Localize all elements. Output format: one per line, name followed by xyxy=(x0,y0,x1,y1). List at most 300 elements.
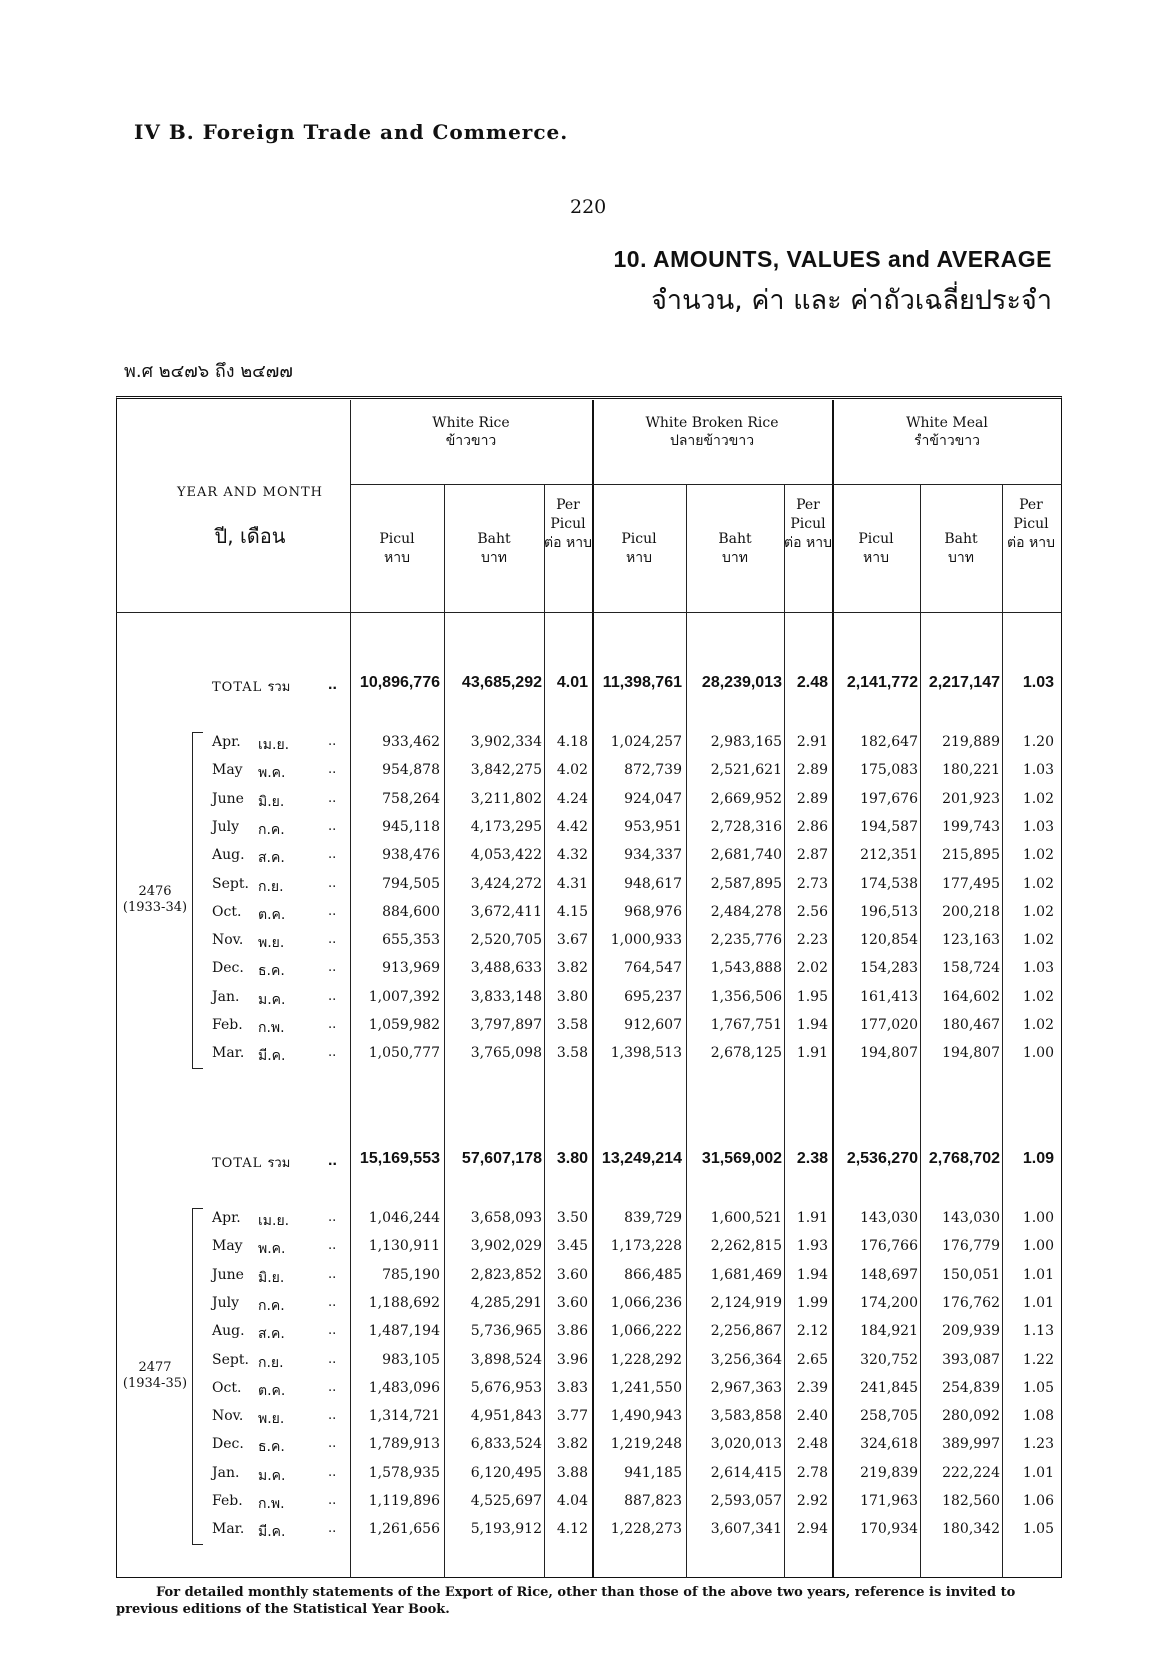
month-th: มี.ค. xyxy=(258,1048,286,1065)
data-cell: 1,130,911 xyxy=(368,1238,440,1255)
data-cell: 1,314,721 xyxy=(368,1408,440,1425)
data-cell: 4,285,291 xyxy=(470,1294,542,1311)
data-cell: 1.02 xyxy=(1022,903,1054,920)
month-en: Oct. xyxy=(212,1379,242,1396)
month-th: ต.ค. xyxy=(258,906,286,923)
data-cell: 164,602 xyxy=(942,988,1000,1005)
data-cell: 393,087 xyxy=(942,1351,1000,1368)
data-cell: 2.87 xyxy=(796,847,828,864)
total-value: 4.01 xyxy=(556,674,588,691)
month-en: Mar. xyxy=(212,1521,245,1538)
data-cell: 2,823,852 xyxy=(470,1266,542,1283)
data-cell: 1.06 xyxy=(1022,1493,1054,1509)
data-cell: 2.23 xyxy=(796,932,828,949)
data-cell: 241,845 xyxy=(860,1379,918,1396)
data-cell: 2.73 xyxy=(796,875,828,892)
data-cell: 389,997 xyxy=(942,1436,1000,1453)
data-cell: 1,000,933 xyxy=(610,932,682,949)
month-en: Dec. xyxy=(212,960,244,977)
data-cell: 3,833,148 xyxy=(470,988,542,1005)
table-row xyxy=(0,956,1174,984)
table-row xyxy=(0,1291,1174,1319)
data-cell: 954,878 xyxy=(382,762,440,779)
data-cell: 1.20 xyxy=(1022,734,1054,750)
data-cell: 2,669,952 xyxy=(710,790,782,807)
group-header-white-meal: White Meal รำข้าวขาว xyxy=(906,415,988,449)
month-en: Apr. xyxy=(212,734,241,750)
table-row xyxy=(0,1461,1174,1489)
leader-dots: .. xyxy=(328,1238,337,1254)
month-th: เม.ย. xyxy=(258,1213,290,1229)
data-cell: 655,353 xyxy=(382,932,440,949)
data-cell: 1,046,244 xyxy=(368,1210,440,1226)
month-en: Nov. xyxy=(212,1408,244,1425)
month-th: ส.ค. xyxy=(258,850,285,867)
data-cell: 5,676,953 xyxy=(470,1379,542,1396)
table-row xyxy=(0,730,1174,758)
month-th: ก.ย. xyxy=(258,878,284,895)
data-cell: 4,951,843 xyxy=(470,1408,542,1425)
data-cell: 2,967,363 xyxy=(710,1379,782,1396)
data-cell: 1.02 xyxy=(1022,932,1054,949)
data-cell: 2,235,776 xyxy=(710,932,782,949)
data-cell: 2.65 xyxy=(796,1351,828,1368)
data-cell: 1.05 xyxy=(1022,1379,1054,1396)
section-heading: IV B. Foreign Trade and Commerce. xyxy=(134,120,569,144)
leader-dots: .. xyxy=(328,1408,337,1424)
data-cell: 3,797,897 xyxy=(470,1017,542,1033)
leader-dots: .. xyxy=(328,988,337,1004)
data-cell: 1.94 xyxy=(796,1266,828,1283)
month-en: Oct. xyxy=(212,903,242,920)
data-cell: 3,256,364 xyxy=(710,1351,782,1368)
month-en: Apr. xyxy=(212,1210,241,1226)
data-cell: 143,030 xyxy=(942,1210,1000,1226)
data-cell: 785,190 xyxy=(382,1266,440,1283)
data-cell: 938,476 xyxy=(382,847,440,864)
month-en: Nov. xyxy=(212,932,244,949)
month-th: ส.ค. xyxy=(258,1326,285,1343)
data-cell: 1,490,943 xyxy=(610,1408,682,1425)
data-cell: 3,658,093 xyxy=(470,1210,542,1226)
data-cell: 148,697 xyxy=(860,1266,918,1283)
month-en: Dec. xyxy=(212,1436,244,1453)
month-th: ม.ค. xyxy=(258,1467,286,1484)
data-cell: 1,066,222 xyxy=(610,1323,682,1340)
leader-dots: .. xyxy=(328,932,337,948)
data-cell: 983,105 xyxy=(382,1351,440,1368)
data-cell: 177,020 xyxy=(860,1017,918,1033)
month-en: July xyxy=(212,818,240,835)
data-cell: 3,842,275 xyxy=(470,762,542,779)
data-cell: 161,413 xyxy=(860,988,918,1005)
year-ad: (1934-35) xyxy=(122,1375,188,1391)
col-header-baht: Baht บาท xyxy=(944,531,978,566)
data-cell: 174,538 xyxy=(860,875,918,892)
data-cell: 3.82 xyxy=(556,1436,588,1453)
leader-dots: .. xyxy=(328,903,337,919)
data-cell: 197,676 xyxy=(860,790,918,807)
month-th: ต.ค. xyxy=(258,1382,286,1399)
leader-dots: .. xyxy=(328,818,337,834)
col-header-baht: Baht บาท xyxy=(477,531,511,566)
data-cell: 196,513 xyxy=(860,903,918,920)
data-cell: 1.03 xyxy=(1022,762,1054,779)
table-row xyxy=(0,843,1174,871)
data-cell: 3,211,802 xyxy=(470,790,542,807)
leader-dots: .. xyxy=(328,762,337,778)
data-cell: 2,124,919 xyxy=(710,1294,782,1311)
header-rule xyxy=(350,484,1062,485)
leader-dots: .. xyxy=(328,1294,337,1310)
data-cell: 4.12 xyxy=(556,1521,588,1538)
table-row xyxy=(0,928,1174,956)
data-cell: 176,766 xyxy=(860,1238,918,1255)
data-cell: 2.91 xyxy=(796,734,828,750)
data-cell: 182,560 xyxy=(942,1493,1000,1509)
data-cell: 194,807 xyxy=(942,1045,1000,1062)
data-cell: 4,053,422 xyxy=(470,847,542,864)
col-header-picul: Picul หาบ xyxy=(621,531,657,566)
data-cell: 3,898,524 xyxy=(470,1351,542,1368)
data-cell: 1.94 xyxy=(796,1017,828,1033)
data-cell: 4,525,697 xyxy=(470,1493,542,1509)
data-cell: 2,593,057 xyxy=(710,1493,782,1509)
data-cell: 1.00 xyxy=(1022,1210,1054,1226)
table-row xyxy=(0,1489,1174,1517)
month-en: May xyxy=(212,762,243,779)
table-row xyxy=(0,1013,1174,1041)
table-row xyxy=(0,1404,1174,1432)
data-cell: 1,066,236 xyxy=(610,1294,682,1311)
month-th: ก.ค. xyxy=(258,821,285,838)
month-th: มิ.ย. xyxy=(258,1269,285,1286)
data-cell: 3,607,341 xyxy=(710,1521,782,1538)
data-cell: 2.89 xyxy=(796,790,828,807)
total-value: 13,249,214 xyxy=(601,1150,682,1167)
month-en: Mar. xyxy=(212,1045,245,1062)
data-cell: 1.00 xyxy=(1022,1045,1054,1062)
data-cell: 764,547 xyxy=(624,960,682,977)
data-cell: 174,200 xyxy=(860,1294,918,1311)
data-cell: 199,743 xyxy=(942,818,1000,835)
data-cell: 3.80 xyxy=(556,988,588,1005)
leader-dots: .. xyxy=(328,875,337,891)
data-cell: 158,724 xyxy=(942,960,1000,977)
data-cell: 2.48 xyxy=(796,1436,828,1453)
data-cell: 2.02 xyxy=(796,960,828,977)
month-th: พ.ค. xyxy=(258,765,286,782)
footnote: For detailed monthly statements of the Export of Rice, other than those of the above two years, reference is invited to previous editions of the Statistical Year Book. xyxy=(116,1585,1016,1617)
data-cell: 2.39 xyxy=(796,1379,828,1396)
month-th: พ.ค. xyxy=(258,1241,286,1258)
data-cell: 913,969 xyxy=(382,960,440,977)
data-cell: 2,614,415 xyxy=(710,1464,782,1481)
data-cell: 176,779 xyxy=(942,1238,1000,1255)
data-cell: 194,807 xyxy=(860,1045,918,1062)
data-cell: 143,030 xyxy=(860,1210,918,1226)
data-cell: 3.83 xyxy=(556,1379,588,1396)
data-cell: 120,854 xyxy=(860,932,918,949)
table-row xyxy=(0,1263,1174,1291)
total-value: 2,217,147 xyxy=(928,674,1000,691)
table-row xyxy=(0,1319,1174,1347)
data-cell: 123,163 xyxy=(942,932,1000,949)
data-cell: 215,895 xyxy=(942,847,1000,864)
data-cell: 3.60 xyxy=(556,1294,588,1311)
year-range-thai: พ.ศ ๒๔๗๖ ถึง ๒๔๗๗ xyxy=(124,361,293,382)
total-value: 2,536,270 xyxy=(846,1150,918,1167)
total-value: 57,607,178 xyxy=(461,1150,542,1167)
data-cell: 1,241,550 xyxy=(610,1379,682,1396)
data-cell: 2,520,705 xyxy=(470,932,542,949)
data-cell: 194,587 xyxy=(860,818,918,835)
leader-dots: .. xyxy=(328,1323,337,1339)
data-cell: 4.15 xyxy=(556,903,588,920)
total-value: 2.38 xyxy=(796,1150,828,1167)
total-value: 43,685,292 xyxy=(461,674,542,691)
data-cell: 1,767,751 xyxy=(710,1017,782,1033)
leader-dots: .. xyxy=(328,790,337,806)
data-cell: 1.95 xyxy=(796,988,828,1005)
table-row xyxy=(0,787,1174,815)
data-cell: 1,600,521 xyxy=(710,1210,782,1226)
data-cell: 1.23 xyxy=(1022,1436,1054,1453)
data-cell: 1,228,273 xyxy=(610,1521,682,1538)
col-header-picul: Picul หาบ xyxy=(379,531,415,566)
month-th: ก.ค. xyxy=(258,1297,285,1314)
data-cell: 1,543,888 xyxy=(710,960,782,977)
data-cell: 184,921 xyxy=(860,1323,918,1340)
month-th: เม.ย. xyxy=(258,737,290,753)
data-cell: 6,120,495 xyxy=(470,1464,542,1481)
leader-dots: .. xyxy=(328,1493,337,1508)
data-cell: 948,617 xyxy=(624,875,682,892)
leader-dots: .. xyxy=(328,1017,337,1032)
data-cell: 3,020,013 xyxy=(710,1436,782,1453)
data-cell: 2,256,867 xyxy=(710,1323,782,1340)
data-cell: 1,578,935 xyxy=(368,1464,440,1481)
data-cell: 1,681,469 xyxy=(710,1266,782,1283)
data-cell: 2.86 xyxy=(796,818,828,835)
table-row xyxy=(0,1432,1174,1460)
data-cell: 3,902,334 xyxy=(470,734,542,750)
data-cell: 1.02 xyxy=(1022,988,1054,1005)
month-en: Sept. xyxy=(212,1351,249,1368)
data-cell: 1,219,248 xyxy=(610,1436,682,1453)
data-cell: 1,024,257 xyxy=(610,734,682,750)
data-cell: 2,521,621 xyxy=(710,762,782,779)
data-cell: 1,356,506 xyxy=(710,988,782,1005)
data-cell: 258,705 xyxy=(860,1408,918,1425)
leader-dots: .. xyxy=(328,676,337,693)
total-value: 10,896,776 xyxy=(359,674,440,691)
year-be: 2476 xyxy=(138,883,172,899)
year-label xyxy=(118,1360,192,1392)
data-cell: 2,678,125 xyxy=(710,1045,782,1062)
table-row xyxy=(0,1234,1174,1262)
data-cell: 4,173,295 xyxy=(470,818,542,835)
month-en: Feb. xyxy=(212,1493,243,1509)
data-cell: 4.02 xyxy=(556,762,588,779)
month-th: ม.ค. xyxy=(258,991,286,1008)
data-cell: 2,983,165 xyxy=(710,734,782,750)
data-cell: 839,729 xyxy=(624,1210,682,1226)
total-row xyxy=(0,672,1174,700)
data-cell: 3.88 xyxy=(556,1464,588,1481)
data-cell: 3.58 xyxy=(556,1045,588,1062)
data-cell: 1.03 xyxy=(1022,960,1054,977)
page-number: 220 xyxy=(570,196,607,218)
data-cell: 924,047 xyxy=(624,790,682,807)
data-cell: 1.99 xyxy=(796,1294,828,1311)
data-cell: 1.01 xyxy=(1022,1464,1054,1481)
data-cell: 1.03 xyxy=(1022,818,1054,835)
data-cell: 3.77 xyxy=(556,1408,588,1425)
leader-dots: .. xyxy=(328,1379,337,1395)
data-cell: 2.92 xyxy=(796,1493,828,1509)
month-en: Aug. xyxy=(212,847,245,864)
data-cell: 209,939 xyxy=(942,1323,1000,1340)
data-cell: 1,050,777 xyxy=(368,1045,440,1062)
total-value: 15,169,553 xyxy=(359,1150,440,1167)
data-cell: 3.86 xyxy=(556,1323,588,1340)
month-en: Jan. xyxy=(212,1464,240,1481)
year-ad: (1933-34) xyxy=(122,899,188,915)
data-cell: 2,681,740 xyxy=(710,847,782,864)
data-cell: 3.58 xyxy=(556,1017,588,1033)
data-cell: 3.45 xyxy=(556,1238,588,1255)
data-cell: 1.08 xyxy=(1022,1408,1054,1425)
data-cell: 2.89 xyxy=(796,762,828,779)
total-label xyxy=(212,676,290,697)
data-cell: 3.50 xyxy=(556,1210,588,1226)
month-en: Feb. xyxy=(212,1017,243,1033)
data-cell: 953,951 xyxy=(624,818,682,835)
data-cell: 176,762 xyxy=(942,1294,1000,1311)
month-en: July xyxy=(212,1294,240,1311)
data-cell: 887,823 xyxy=(624,1493,682,1509)
data-cell: 1.01 xyxy=(1022,1266,1054,1283)
data-cell: 177,495 xyxy=(942,875,1000,892)
data-cell: 758,264 xyxy=(382,790,440,807)
total-value: 2,141,772 xyxy=(846,674,918,691)
data-cell: 1.02 xyxy=(1022,790,1054,807)
month-th: ก.ย. xyxy=(258,1354,284,1371)
data-cell: 933,462 xyxy=(382,734,440,750)
data-cell: 1,789,913 xyxy=(368,1436,440,1453)
data-cell: 3,583,858 xyxy=(710,1408,782,1425)
leader-dots: .. xyxy=(328,847,337,863)
data-cell: 4.32 xyxy=(556,847,588,864)
month-th: มิ.ย. xyxy=(258,793,285,810)
month-th: พ.ย. xyxy=(258,935,285,952)
header-rule xyxy=(116,612,1062,613)
data-cell: 1,261,656 xyxy=(368,1521,440,1538)
data-cell: 3.82 xyxy=(556,960,588,977)
data-cell: 1,059,982 xyxy=(368,1017,440,1033)
data-cell: 4.31 xyxy=(556,875,588,892)
data-cell: 1,007,392 xyxy=(368,988,440,1005)
data-cell: 1.13 xyxy=(1022,1323,1054,1340)
month-th: ธ.ค. xyxy=(258,963,285,980)
year-month-header: YEAR AND MONTH xyxy=(176,485,324,500)
leader-dots: .. xyxy=(328,1521,337,1537)
table-title-thai: จำนวน, ค่า และ ค่าถัวเฉลี่ยประจำ xyxy=(651,285,1052,316)
data-cell: 1.02 xyxy=(1022,847,1054,864)
month-en: Sept. xyxy=(212,875,249,892)
data-cell: 968,976 xyxy=(624,903,682,920)
total-value: 1.09 xyxy=(1022,1150,1054,1167)
data-cell: 1,173,228 xyxy=(610,1238,682,1255)
year-month-header-thai: ปี, เดือน xyxy=(214,524,286,548)
data-cell: 4.42 xyxy=(556,818,588,835)
leader-dots: .. xyxy=(328,960,337,976)
leader-dots: .. xyxy=(328,1152,337,1169)
data-cell: 2.40 xyxy=(796,1408,828,1425)
data-cell: 3,424,272 xyxy=(470,875,542,892)
data-cell: 3,765,098 xyxy=(470,1045,542,1062)
data-cell: 212,351 xyxy=(860,847,918,864)
data-cell: 3,672,411 xyxy=(470,903,542,920)
leader-dots: .. xyxy=(328,1045,337,1061)
table-row xyxy=(0,1041,1174,1069)
data-cell: 1.05 xyxy=(1022,1521,1054,1538)
data-cell: 180,467 xyxy=(942,1017,1000,1033)
data-cell: 170,934 xyxy=(860,1521,918,1538)
year-brace xyxy=(192,1208,203,1545)
data-cell: 1.02 xyxy=(1022,1017,1054,1033)
table-row xyxy=(0,815,1174,843)
data-cell: 2,484,278 xyxy=(710,903,782,920)
leader-dots: .. xyxy=(328,1436,337,1452)
col-header-per-picul: Per Picul ต่อ หาบ xyxy=(1007,497,1055,551)
month-en: June xyxy=(212,1266,244,1283)
year-label xyxy=(118,884,192,916)
month-th: ธ.ค. xyxy=(258,1439,285,1456)
data-cell: 2.94 xyxy=(796,1521,828,1538)
total-value: 11,398,761 xyxy=(602,674,682,691)
data-cell: 1,188,692 xyxy=(368,1294,440,1311)
data-cell: 695,237 xyxy=(624,988,682,1005)
month-en: May xyxy=(212,1238,243,1255)
data-cell: 4.18 xyxy=(556,734,588,750)
data-cell: 280,092 xyxy=(942,1408,1000,1425)
data-cell: 182,647 xyxy=(860,734,918,750)
data-cell: 1.01 xyxy=(1022,1294,1054,1311)
data-cell: 2,587,895 xyxy=(710,875,782,892)
data-cell: 150,051 xyxy=(942,1266,1000,1283)
data-cell: 324,618 xyxy=(860,1436,918,1453)
data-cell: 866,485 xyxy=(624,1266,682,1283)
data-cell: 1.02 xyxy=(1022,875,1054,892)
data-cell: 884,600 xyxy=(382,903,440,920)
data-cell: 1,483,096 xyxy=(368,1379,440,1396)
table-title-english: 10. AMOUNTS, VALUES and AVERAGE xyxy=(613,246,1052,272)
col-header-per-picul: Per Picul ต่อ หาบ xyxy=(544,497,592,551)
data-cell: 1,228,292 xyxy=(610,1351,682,1368)
data-cell: 934,337 xyxy=(624,847,682,864)
data-cell: 5,193,912 xyxy=(470,1521,542,1538)
data-cell: 1,398,513 xyxy=(610,1045,682,1062)
data-cell: 180,221 xyxy=(942,762,1000,779)
total-value: 31,569,002 xyxy=(701,1150,782,1167)
total-row xyxy=(0,1148,1174,1176)
data-cell: 2,728,316 xyxy=(710,818,782,835)
data-cell: 2.12 xyxy=(796,1323,828,1340)
data-cell: 3.60 xyxy=(556,1266,588,1283)
total-value: 2,768,702 xyxy=(928,1150,1000,1167)
